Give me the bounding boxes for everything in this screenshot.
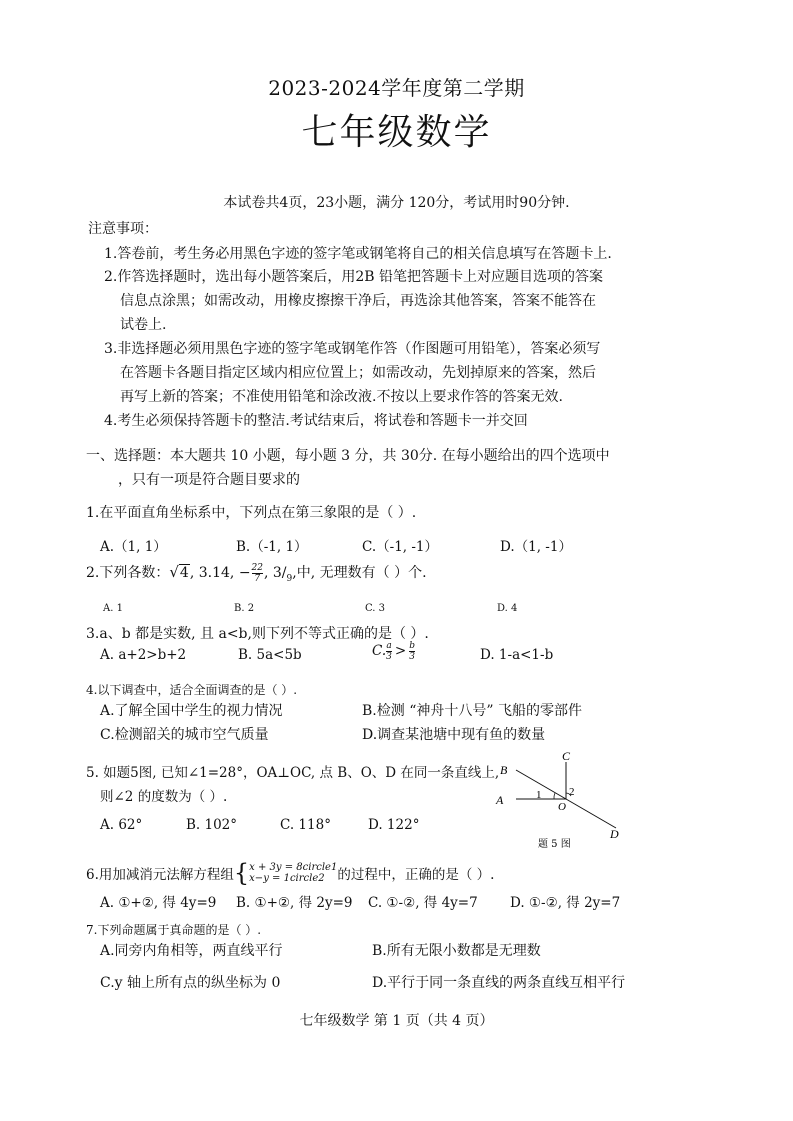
notes-heading: 注意事项：	[88, 221, 158, 237]
label-angle-1: 1	[536, 789, 542, 801]
q6-option-c: C. ①-②, 得 4y=7	[368, 895, 478, 911]
q7-stem: 7.下列命题属于真命题的是（ ）.	[86, 923, 262, 937]
q5-stem-line2: 则∠2 的度数为（ ）.	[100, 789, 228, 805]
q3-c-d1: 3	[386, 652, 392, 662]
q3-option-d: D. 1-a<1-b	[480, 647, 554, 663]
q4-option-d: D.调查某池塘中现有鱼的数量	[362, 727, 546, 743]
q6-prefix: 6.用加减消元法解方程组	[86, 867, 234, 883]
note-line: 1.答卷前，考生务必用黑色字迹的签字笔或钢笔将自己的相关信息填写在答题卡上.	[104, 246, 612, 262]
q6-eq1: x + 3y = 8circle1	[249, 862, 338, 873]
section-heading-cont: ，只有一项是符合题目要求的	[118, 472, 300, 488]
q3-option-a: A. a+2>b+2	[100, 647, 187, 663]
q2-fraction	[252, 563, 263, 584]
q3-c-n1: a	[386, 641, 392, 651]
note-line: 试卷上.	[120, 317, 167, 333]
q6-system	[249, 862, 337, 884]
q2-stem	[86, 562, 427, 584]
q2-mid1: , 3.14, −	[189, 565, 251, 581]
exam-intro: 本试卷共4页，23小题，满分 120分，考试用时90分钟.	[223, 195, 570, 211]
q4-option-b: B.检测 “神舟十八号” 飞船的零部件	[362, 703, 582, 719]
q2-sqrt-arg: 4	[179, 565, 189, 581]
label-b: B	[500, 763, 508, 777]
q5-option-c: C. 118°	[280, 817, 331, 833]
q3-c-n2: b	[409, 641, 415, 651]
note-line: 4.考生必须保持答题卡的整洁.考试结束后，将试卷和答题卡一并交回	[104, 413, 528, 429]
q5-figure	[494, 748, 634, 852]
q3-c-gt: >	[394, 643, 407, 659]
q1-option-a: A.（1, 1）	[100, 539, 167, 555]
q2-mid2: , 3/	[264, 565, 287, 581]
q3-c-label: C.	[372, 643, 387, 659]
q6-eq2: x−y = 1circle2	[249, 873, 325, 884]
q1-option-d: D.（1, -1）	[500, 539, 572, 555]
q2-suffix: ,中, 无理数有（ ）个.	[292, 565, 427, 581]
q6-stem	[86, 859, 495, 887]
q1-stem: 1.在平面直角坐标系中，下列点在第三象限的是（ ）.	[86, 505, 417, 521]
q6-brace: {	[233, 859, 250, 887]
label-a: A	[496, 793, 504, 807]
q4-option-a: A.了解全国中学生的视力情况	[100, 703, 283, 719]
q2-option-b: B. 2	[234, 603, 255, 614]
q3-option-b: B. 5a<5b	[238, 647, 302, 663]
q1-option-b: B.（-1, 1）	[236, 539, 308, 555]
q6-option-d: D. ①-②, 得 2y=7	[510, 895, 621, 911]
q5-stem-line1: 5. 如题5图, 已知∠1=28°，OA⊥OC, 点 B、O、D 在同一条直线上,	[86, 765, 500, 781]
q7-option-b: B.所有无限小数都是无理数	[372, 943, 541, 959]
q5-option-b: B. 102°	[186, 817, 238, 833]
note-line: 信息点涂黑；如需改动，用橡皮擦擦干净后，再选涂其他答案，答案不能答在	[120, 293, 596, 309]
q6-suffix: 的过程中，正确的是（ ）.	[337, 867, 495, 883]
page-footer: 七年级数学 第 1 页（共 4 页）	[299, 1013, 494, 1029]
q2-frac-den: 7	[254, 573, 261, 584]
label-o: O	[558, 801, 566, 813]
q3-c-frac1	[386, 641, 392, 662]
q3-stem: 3.a、b 都是实数, 且 a<b,则下列不等式正确的是（ ）.	[86, 626, 429, 642]
q6-option-a: A. ①+②, 得 4y=9	[100, 895, 217, 911]
label-c: C	[562, 749, 571, 763]
note-line: 3.非选择题必须用黑色字迹的签字笔或钢笔作答（作图题可用铅笔），答案必须写	[104, 341, 601, 357]
q5-option-a: A. 62°	[100, 817, 143, 833]
q3-option-c	[372, 641, 415, 662]
q3-c-d2: 3	[409, 652, 415, 662]
q4-option-c: C.检测韶关的城市空气质量	[100, 727, 269, 743]
q2-sub: 9	[286, 573, 293, 584]
q2-frac-num: 22	[251, 562, 263, 573]
q7-option-d: D.平行于同一条直线的两条直线互相平行	[372, 975, 626, 991]
note-line: 再写上新的答案；不准使用铅笔和涂改液.不按以上要求作答的答案无效.	[120, 389, 563, 405]
q2-option-d: D. 4	[497, 603, 518, 614]
sqrt-sign: √	[169, 563, 179, 581]
q5-option-d: D. 122°	[368, 817, 420, 833]
page-title: 七年级数学	[301, 112, 492, 153]
label-d: D	[610, 827, 619, 841]
q2-prefix: 2.下列各数：	[86, 565, 170, 581]
label-angle-2: 2	[569, 786, 575, 798]
section-heading: 一、选择题：本大题共 10 小题，每小题 3 分，共 30分. 在每小题给出的四个选项中	[86, 448, 610, 464]
q4-stem: 4.以下调查中，适合全面调查的是（ ）.	[86, 683, 298, 697]
angle-1-arc	[554, 793, 555, 799]
q2-option-a: A. 1	[103, 603, 123, 614]
q1-option-c: C.（-1, -1）	[362, 539, 439, 555]
q3-c-frac2	[409, 641, 415, 662]
year-line: 2023-2024学年度第二学期	[268, 76, 525, 100]
q2-option-c: C. 3	[365, 603, 386, 614]
q7-option-c: C.y 轴上所有点的纵坐标为 0	[100, 975, 281, 991]
note-line: 在答题卡各题目指定区域内相应位置上；如需改动，先划掉原来的答案，然后	[120, 365, 596, 381]
note-line: 2.作答选择题时，选出每小题答案后，用2B 铅笔把答题卡上对应题目选项的答案	[104, 269, 604, 285]
q6-option-b: B. ①+②, 得 2y=9	[236, 895, 353, 911]
figure-caption: 题 5 图	[538, 839, 571, 850]
q7-option-a: A.同旁内角相等，两直线平行	[100, 943, 283, 959]
